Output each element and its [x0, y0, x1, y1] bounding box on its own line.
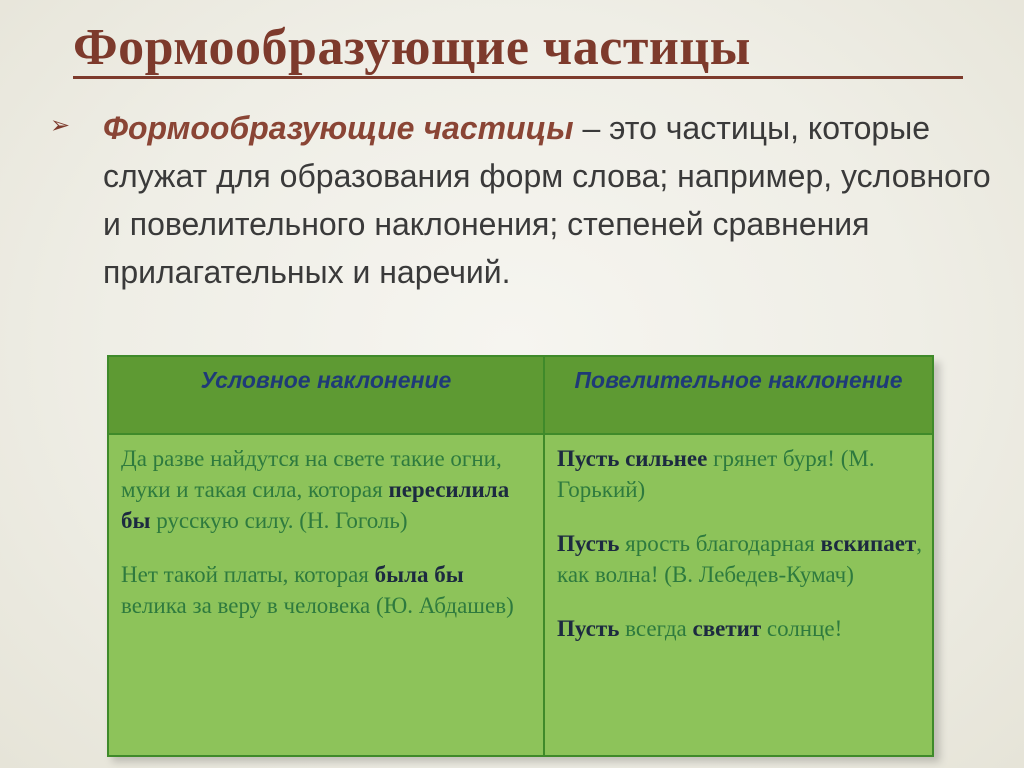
example-text: всегда — [619, 616, 693, 641]
example-text: солнце! — [761, 616, 843, 641]
particle-highlight: Пусть — [557, 616, 620, 641]
definition-paragraph — [103, 104, 993, 296]
imperative-example-3 — [557, 613, 922, 644]
table-row — [108, 434, 933, 756]
definition-text: – это частицы, которые служат для образования форм слова; например, условного и повелительного наклонения; степеней сравнения прилагательных и наречий. — [103, 110, 991, 290]
imperative-example-1 — [557, 443, 922, 505]
title-underline — [73, 76, 963, 79]
particle-highlight: светит — [692, 616, 762, 641]
example-text: ярость благодарная — [619, 531, 821, 556]
examples-table — [107, 355, 934, 757]
example-text: велика за веру в человека (Ю. Абдашев) — [121, 593, 514, 618]
imperative-example-2 — [557, 528, 922, 590]
header-imperative-mood: Повелительное наклонение — [544, 356, 933, 434]
particle-highlight: Пусть — [557, 531, 620, 556]
imperative-examples-cell — [544, 434, 933, 756]
table-header-row — [108, 356, 933, 434]
example-text: русскую силу. (Н. Гоголь) — [150, 508, 408, 533]
example-text: , как волна! (В. Лебедев-Кумач) — [557, 531, 922, 587]
slide-title: Формообразующие частицы — [73, 19, 751, 76]
definition-term: Формообразующие частицы — [103, 110, 574, 146]
bullet-arrow-icon: ➢ — [50, 111, 71, 139]
particle-highlight: пересилила бы — [121, 477, 510, 533]
example-text: Да разве найдутся на свете такие огни, муки и такая сила, которая — [121, 446, 502, 502]
particle-highlight: была бы — [374, 562, 464, 587]
conditional-example-2 — [121, 559, 533, 621]
particle-highlight: вскипает — [820, 531, 917, 556]
example-text: грянет буря! (М. Горький) — [557, 446, 875, 502]
conditional-example-1 — [121, 443, 533, 536]
header-conditional-mood: Условное наклонение — [108, 356, 544, 434]
particle-highlight: Пусть сильнее — [557, 446, 708, 471]
conditional-examples-cell — [108, 434, 544, 756]
example-text: Нет такой платы, которая — [121, 562, 375, 587]
